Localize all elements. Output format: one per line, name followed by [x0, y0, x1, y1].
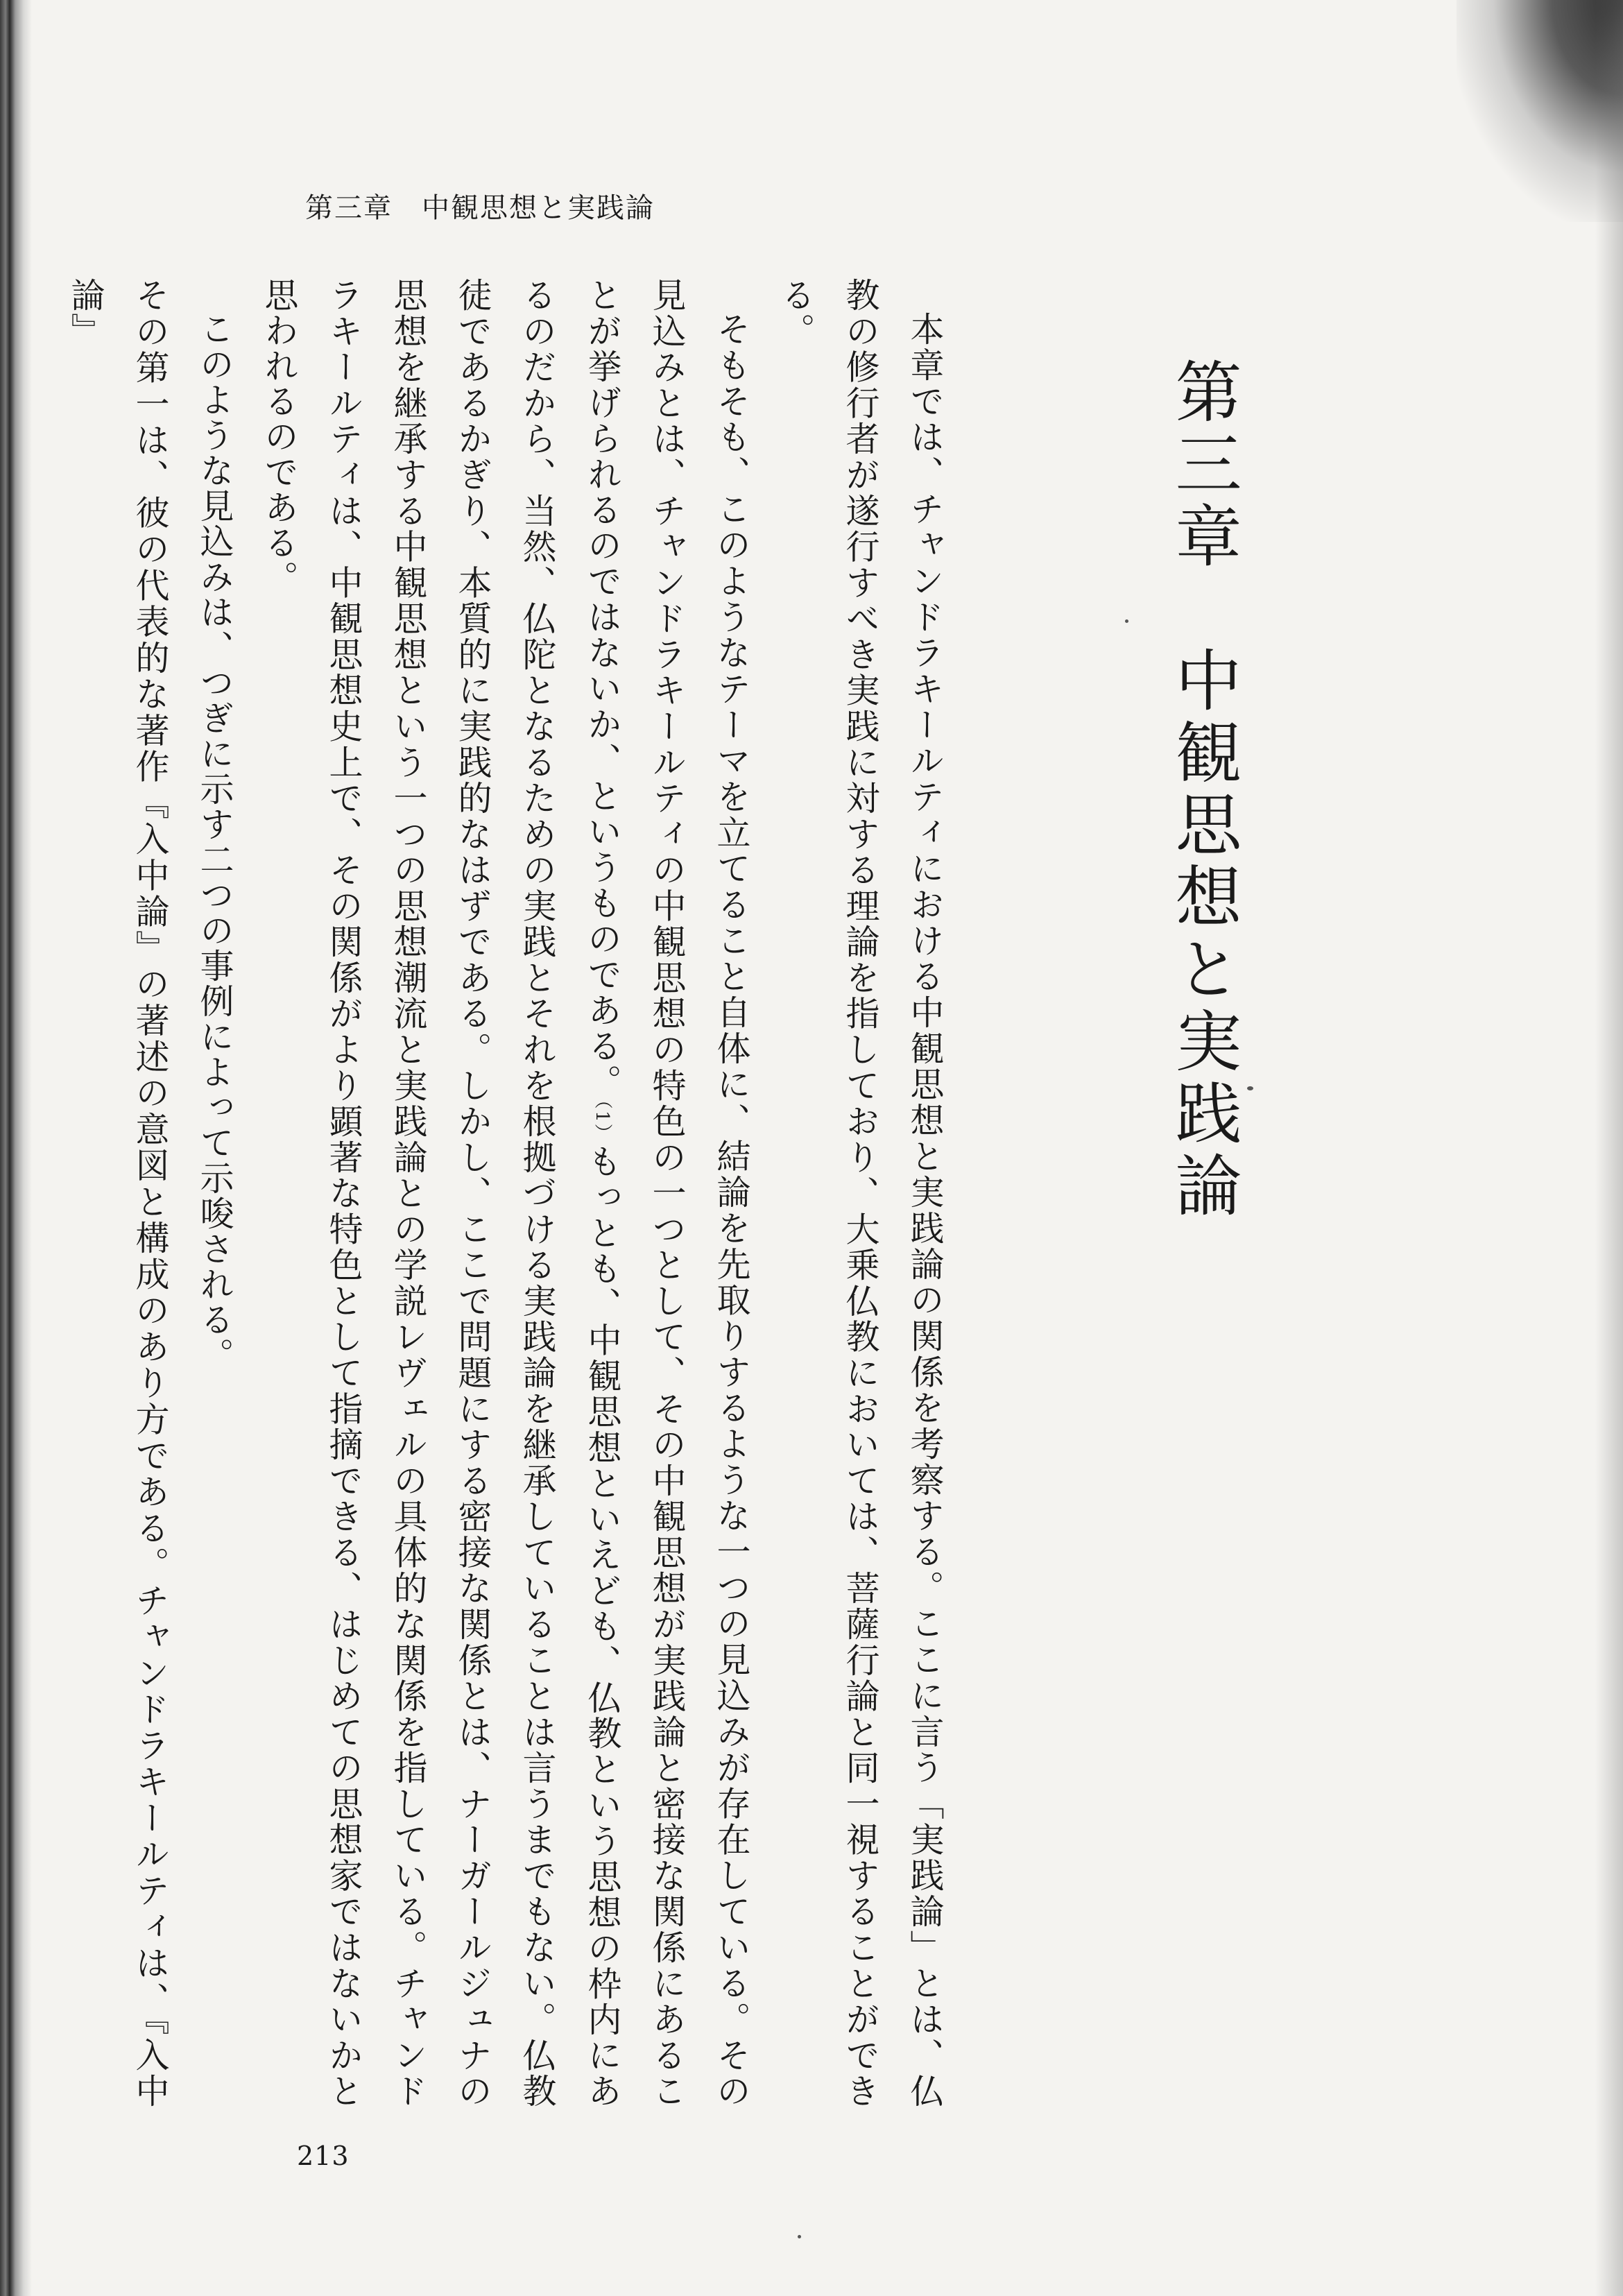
paragraph — [247, 277, 764, 2109]
paragraph: 本章では、チャンドラキールティにおける中観思想と実践論の関係を考察する。ここに言う「実践論」とは、仏教の修行者が遂行すべき実践に対する理論を指しており、大乗仏教においては、菩薩行論と同一視することができる。 — [776, 277, 945, 2109]
footnote-marker: （1） — [592, 1099, 612, 1144]
paragraph: その第一は、彼の代表的な著作『入中論』の著述の意図と構成のあり方である。チャンドラキールティは、『入中論』 — [66, 277, 170, 2109]
page-number: 213 — [297, 2141, 350, 2171]
scan-speck — [1247, 1086, 1253, 1090]
body-text — [66, 277, 957, 2109]
paragraph: このような見込みは、つぎに示す二つの事例によって示唆される。 — [195, 311, 234, 1373]
paragraph-segment: もっとも、中観思想といえども、仏教という思想の枠内にあるのだから、当然、仏陀となるための実践とそれを根拠づける実践論を継承していることは言うまでもない。仏教徒であるかぎり、本質的に実践的なはずである。しかし、ここで問題にする密接な関係とは、ナーガールジュナの思想を継承する中観思想という一つの思想潮流と実践論との学説レヴェルの具体的な関係を指している。チャンドラキールティは、中観思想史上で、その関係がより顕著な特色として指摘できる、はじめての思想家ではないかと思われるのである。 — [259, 277, 622, 2109]
chapter-title: 第三章 中観思想と実践論 — [1165, 357, 1242, 1223]
running-header: 第三章 中観思想と実践論 — [305, 192, 655, 224]
scan-right-edge-shadow — [1595, 0, 1623, 2296]
scan-speck — [1125, 619, 1128, 623]
scan-speck — [798, 2235, 801, 2238]
scan-binding-shadow — [0, 0, 32, 2296]
paragraph-segment: そもそも、このようなテーマを立てること自体に、結論を先取りするような一つの見込みが存在している。その見込みとは、チャンドラキールティの中観思想の特色の一つとして、その中観思想が実践論と密接な関係にあることが挙げられるのではないか、というものである。 — [583, 277, 751, 2109]
